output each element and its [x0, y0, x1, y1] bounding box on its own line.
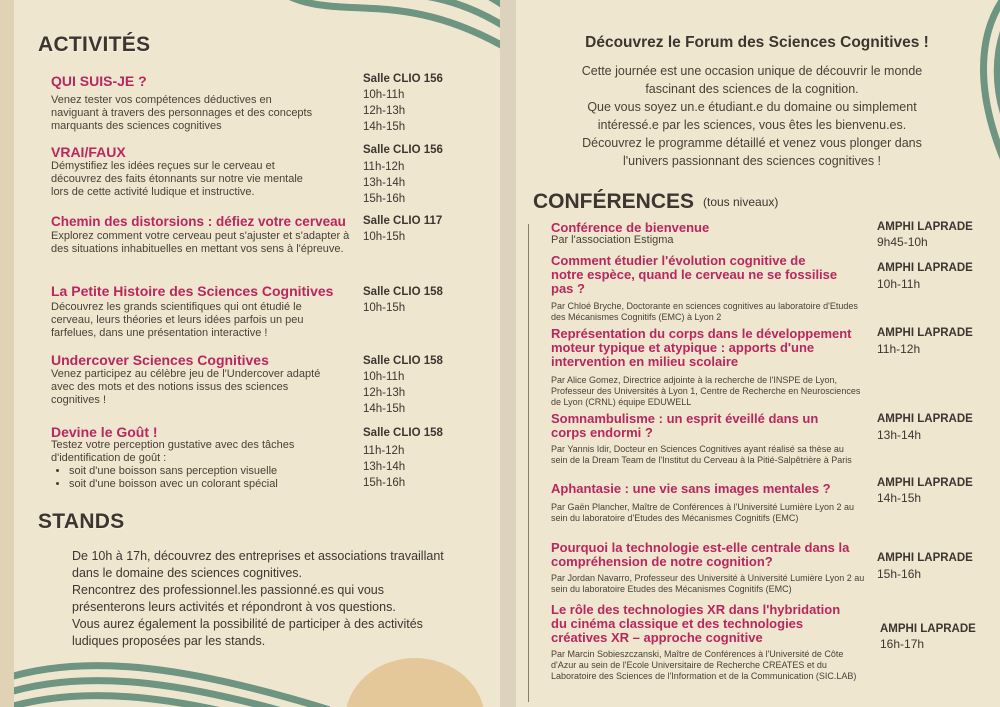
conference-room: AMPHI LAPRADE: [877, 262, 973, 274]
intro-line: intéressé.e par les sciences, vous êtes les bienvenu.es.: [597, 118, 907, 132]
activity-slot: 14h-15h: [363, 121, 406, 133]
conference-time: 14h-15h: [877, 491, 922, 505]
activity-room: Salle CLIO 156: [363, 144, 443, 156]
conference-room: AMPHI LAPRADE: [877, 552, 973, 564]
stands-heading: STANDS: [38, 510, 125, 533]
activity-desc-devine-le-gout: [51, 439, 341, 491]
activity-slot: 11h-12h: [363, 161, 405, 173]
fold-gap: [500, 0, 516, 707]
conference-time: 16h-17h: [880, 637, 925, 651]
activity-title-chemin-distorsions: Chemin des distorsions : défiez votre cerveau: [51, 214, 346, 229]
activity-slot: 12h-13h: [363, 387, 406, 399]
activity-desc-undercover: Venez participez au célèbre jeu de l'Undercover adapté avec des mots et des notions issus des sciences cognitives !: [51, 368, 321, 406]
intro-line: Cette journée est une occasion unique de découvrir le monde: [581, 64, 923, 78]
conference-title: Représentation du corps dans le développement moteur typique et atypique : apports d'une intervention en milieu scolaire: [551, 326, 852, 369]
stands-line: Rencontrez des professionnel.les passionné.es qui vous: [72, 583, 384, 597]
activity-title-devine-le-gout: Devine le Goût !: [51, 424, 158, 440]
conference-room: AMPHI LAPRADE: [880, 623, 976, 635]
stands-line: présenterons leurs activités et répondront à vos questions.: [72, 600, 396, 614]
list-item: • soit d'une boisson avec un colorant spécial: [69, 478, 341, 491]
bullet-list: [51, 465, 341, 491]
conference-room: AMPHI LAPRADE: [877, 221, 973, 233]
conference-title: Conférence de bienvenue: [551, 220, 710, 235]
activity-slot: 11h-12h: [363, 445, 405, 457]
conferences-subheading: (tous niveaux): [703, 195, 779, 209]
activity-slot: 13h-14h: [363, 177, 406, 189]
activity-slot: 10h-11h: [363, 371, 405, 383]
conference-title: Comment étudier l'évolution cognitive de notre espèce, quand le cerveau ne se fossilise pas ?: [551, 253, 838, 296]
conference-title: Pourquoi la technologie est-elle centrale dans la compréhension de notre cognition?: [551, 540, 850, 569]
intro-line: l'univers passionnant des sciences cognitives !: [622, 154, 882, 168]
conference-room: AMPHI LAPRADE: [877, 413, 973, 425]
conference-room: AMPHI LAPRADE: [877, 477, 973, 489]
conference-title: Somnambulisme : un esprit éveillé dans un corps endormi ?: [551, 411, 819, 440]
activity-title-undercover: Undercover Sciences Cognitives: [51, 352, 269, 368]
conference-speaker: Par Chloé Bryche, Doctorante en sciences cognitives au laboratoire d'Etudes des Mécanismes Cognitifs (EMC) à Lyon 2: [551, 301, 858, 322]
stands-text: [72, 548, 492, 650]
activities-heading: ACTIVITÉS: [38, 33, 151, 56]
wave-decoration-bottom: [0, 650, 330, 707]
activity-desc-qui-suis-je: Venez tester vos compétences déductives en naviguant à travers des personnages et des concepts marquants des sciences cognitives: [51, 94, 313, 132]
activity-slot: 13h-14h: [363, 461, 406, 473]
activity-slot: 10h-11h: [363, 89, 405, 101]
list-item: • soit d'une boisson sans perception visuelle: [69, 465, 341, 478]
activity-room: Salle CLIO 158: [363, 355, 443, 367]
intro-line: Découvrez le programme détaillé et venez vous plonger dans: [582, 136, 922, 150]
stands-line: dans le domaine des sciences cognitives.: [72, 566, 302, 580]
conference-speaker: Par Jordan Navarro, Professeur des Université à Université Lumière Lyon 2 au sein du laboratoire Etudes des Mécanismes Cognitifs (EMC): [551, 573, 865, 594]
conference-speaker: Par Yannis Idir, Docteur en Sciences Cognitives ayant réalisé sa thèse au sein de la Dream Team de l'Institut du Cerveau à la Pitié-Salpêtrière à Paris: [551, 444, 852, 465]
activity-desc-petite-histoire: Découvrez les grands scientifiques qui ont étudié le cerveau, leurs théories et leurs idées parfois un peu farfelues, dans une présentation interactive !: [51, 301, 304, 339]
conference-speaker: Par Marcin Sobieszczanski, Maître de Conférences à l'Université de Côte d'Azur au sein de l'Ecole Universitaire de Recherche CREATES et du Laboratoire des Sciences de l'Information et de la Communication (SIC.LAB): [551, 649, 857, 681]
conference-title: Aphantasie : une vie sans images mentales ?: [551, 481, 831, 496]
timeline-line: [528, 224, 529, 702]
activity-title-qui-suis-je: QUI SUIS-JE ?: [51, 73, 147, 89]
conference-time: 10h-11h: [877, 277, 921, 291]
activity-slot: 15h-16h: [363, 193, 406, 205]
activity-slot: 14h-15h: [363, 403, 406, 415]
intro-line: fascinant des sciences de la cognition.: [645, 82, 859, 96]
conferences-heading: CONFÉRENCES: [533, 190, 695, 213]
conference-title: Le rôle des technologies XR dans l'hybridation du cinéma classique et des technologies créatives XR – approche cognitive: [551, 602, 841, 645]
activity-desc-vrai-faux: Démystifiez les idées reçues sur le cerveau et découvrez des faits étonnants sur notre vie mentale lors de cette activité ludique et instructive.: [51, 160, 303, 198]
stands-line: ludiques proposées par les stands.: [72, 634, 266, 648]
wave-decoration-top: [270, 0, 500, 80]
conference-speaker: Par l'association Estigma: [551, 234, 674, 246]
activity-desc-text: Testez votre perception gustative avec des tâches d'identification de goût :: [51, 439, 295, 464]
conference-time: 11h-12h: [877, 342, 921, 356]
activity-slot: 10h-15h: [363, 231, 406, 243]
conference-time: 9h45-10h: [877, 235, 928, 249]
torn-edge-left: [0, 0, 14, 707]
activity-room: Salle CLIO 158: [363, 427, 443, 439]
activity-room: Salle CLIO 156: [363, 73, 443, 85]
activity-slot: 15h-16h: [363, 477, 406, 489]
intro-line: Que vous soyez un.e étudiant.e du domaine ou simplement: [587, 100, 917, 114]
activity-room: Salle CLIO 117: [363, 215, 443, 227]
forum-intro: [532, 62, 972, 170]
activity-title-vrai-faux: VRAI/FAUX: [51, 144, 126, 160]
conference-time: 15h-16h: [877, 567, 922, 581]
conference-speaker: Par Gaën Plancher, Maître de Conférences à l'Université Lumière Lyon 2 au sein du laboratoire d'Etudes des Mécanismes Cognitifs (EMC): [551, 502, 855, 523]
stands-line: De 10h à 17h, découvrez des entreprises et associations travaillant: [72, 549, 444, 563]
stands-line: Vous aurez également la possibilité de participer à des activités: [72, 617, 423, 631]
forum-title: Découvrez le Forum des Sciences Cognitives !: [585, 34, 929, 51]
activity-room: Salle CLIO 158: [363, 286, 443, 298]
activity-slot: 10h-15h: [363, 302, 406, 314]
activity-title-petite-histoire: La Petite Histoire des Sciences Cognitives: [51, 283, 334, 299]
blob-decoration-bottom: [340, 640, 490, 707]
activity-desc-chemin-distorsions: Explorez comment votre cerveau peut s'ajuster et s'adapter à des situations inhabituelles en mettant vos sens à l'épreuve.: [51, 230, 350, 255]
conference-room: AMPHI LAPRADE: [877, 327, 973, 339]
activity-slot: 12h-13h: [363, 105, 406, 117]
conference-speaker: Par Alice Gomez, Directrice adjointe à la recherche de l'INSPE de Lyon, Professeur des Universités à Lyon 1, Centre de Recherche en Neurosciences de Lyon (CRNL) équipe EDUWELL: [551, 375, 861, 407]
conference-time: 13h-14h: [877, 428, 922, 442]
